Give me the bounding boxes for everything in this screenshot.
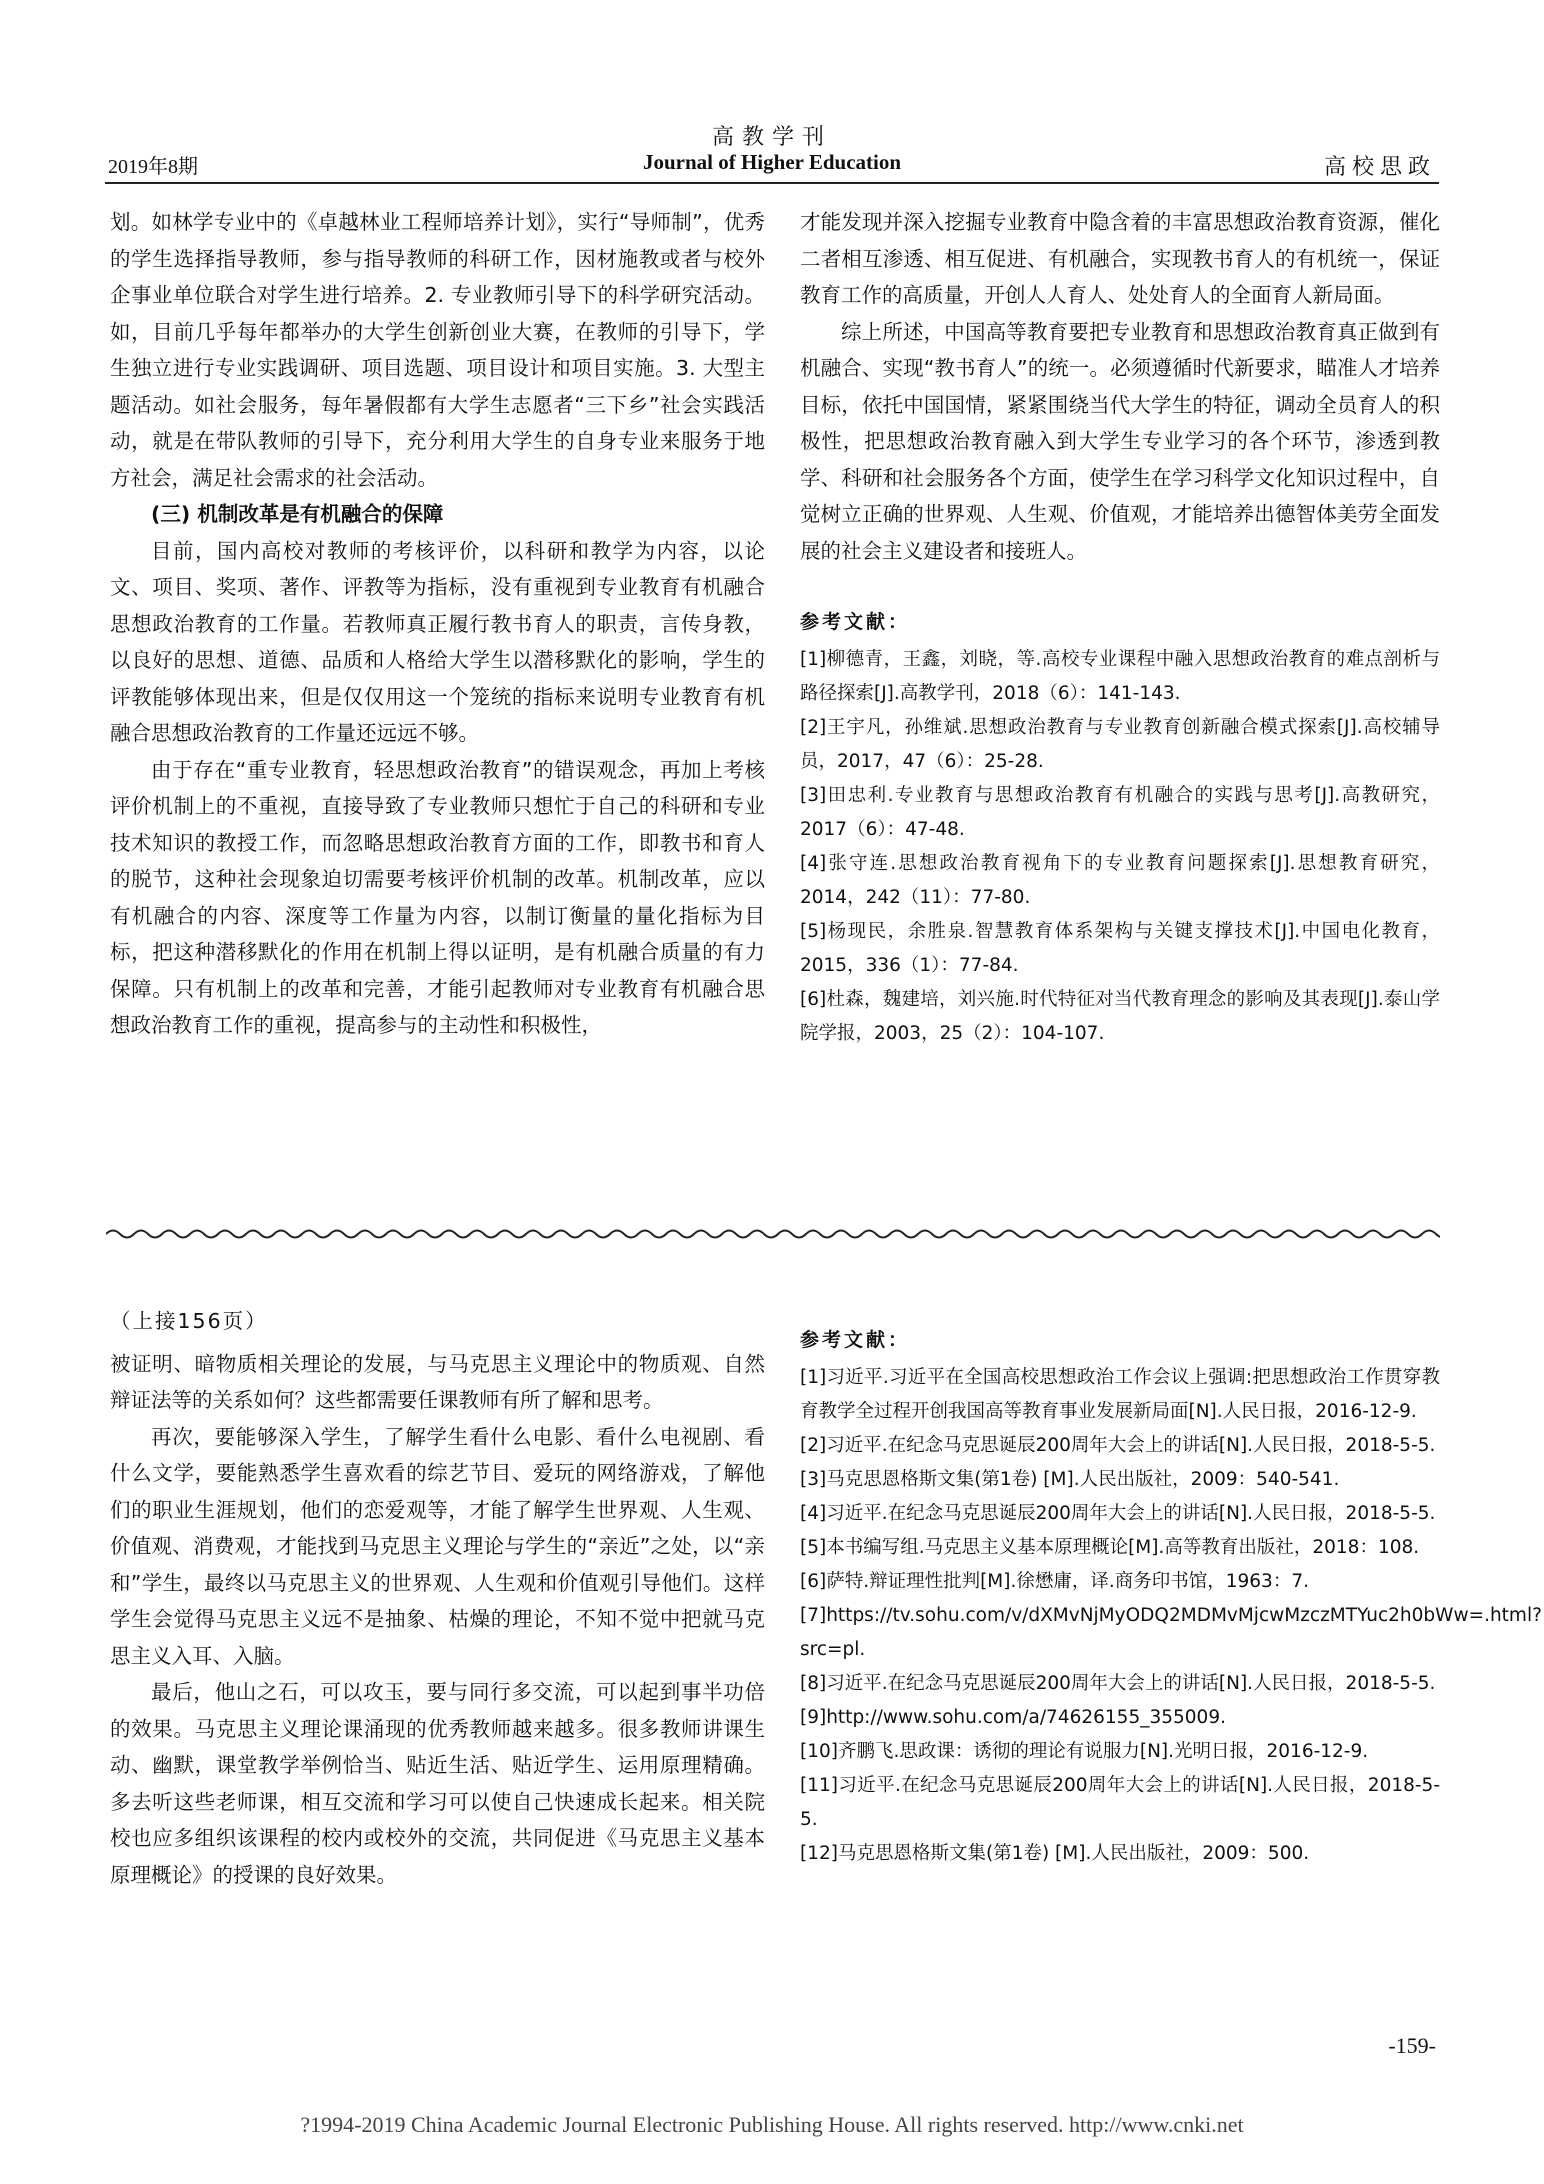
section-label: 高校思政 (1323, 155, 1436, 180)
reference-item: [12]马克思恩格斯文集(第1卷) [M].人民出版社，2009：500. (800, 1843, 1310, 1864)
references-title: 参考文献： (800, 1329, 911, 1351)
journal-title-cn: 高教学刊 (711, 125, 832, 150)
section-heading: (三) 机制改革是有机融合的保障 (151, 502, 444, 526)
copyright-footer: ?1994-2019 China Academic Journal Electronic Publishing House. All rights reserved. http://www.cnki.net (300, 2112, 1244, 2137)
journal-title-en: Journal of Higher Education (642, 150, 902, 174)
top-left-column (110, 204, 765, 1044)
reference-item: [11]习近平.在纪念马克思诞辰200周年大会上的讲话[N].人民日报，2018-5-5. (800, 1775, 1440, 1830)
references (800, 605, 1440, 1051)
bottom-right-column (800, 1323, 1542, 1871)
section-divider (106, 1226, 1440, 1242)
paragraph: 综上所述，中国高等教育要把专业教育和思想政治教育真正做到有机融合、实现“教书育人”的统一。必须遵循时代新要求，瞄准人才培养目标，依托中国国情，紧紧围绕当代大学生的特征，调动全员育人的积极性，把思想政治教育融入到大学生专业学习的各个环节，渗透到教学、科研和社会服务各个方面，使学生在学习科学文化知识过程中，自觉树立正确的世界观、人生观、价值观，才能培养出德智体美劳全面发展的社会主义建设者和接班人。 (800, 319, 1440, 563)
paragraph: 才能发现并深入挖掘专业教育中隐含着的丰富思想政治教育资源，催化二者相互渗透、相互促进、有机融合，实现教书育人的有机统一，保证教育工作的高质量，开创人人育人、处处育人的全面育人新局面。 (800, 210, 1440, 307)
reference-item: [1]柳德青，王鑫，刘晓，等.高校专业课程中融入思想政治教育的难点剖析与路径探索[J].高教学刊，2018（6）：141-143. (800, 649, 1440, 704)
continued-from-label: （上接156页） (110, 1309, 268, 1333)
paragraph: 最后，他山之石，可以攻玉，要与同行多交流，可以起到事半功倍的效果。马克思主义理论课涌现的优秀教师越来越多。很多教师讲课生动、幽默，课堂教学举例恰当、贴近生活、贴近学生、运用原理精确。多去听这些老师课，相互交流和学习可以使自己快速成长起来。相关院校也应多组织该课程的校内或校外的交流，共同促进《马克思主义基本原理概论》的授课的良好效果。 (110, 1680, 765, 1887)
reference-item: [7]https://tv.sohu.com/v/dXMvNjMyODQ2MDMvMjcwMzczMTYuc2h0bWw=.html?src=pl. (800, 1605, 1542, 1660)
bottom-left-column (110, 1303, 765, 1893)
reference-item: [8]习近平.在纪念马克思诞辰200周年大会上的讲话[N].人民日报，2018-5-5. (800, 1673, 1436, 1694)
paragraph: 目前，国内高校对教师的考核评价，以科研和教学为内容，以论文、项目、奖项、著作、评教等为指标，没有重视到专业教育有机融合思想政治教育的工作量。若教师真正履行教书育人的职责，言传身教，以良好的思想、道德、品质和人格给大学生以潜移默化的影响，学生的评教能够体现出来，但是仅仅用这一个笼统的指标来说明专业教育有机融合思想政治教育的工作量还远远不够。 (110, 538, 765, 745)
reference-item: [2]王宇凡，孙维斌.思想政治教育与专业教育创新融合模式探索[J].高校辅导员，2017，47（6）：25-28. (800, 717, 1440, 772)
page-number: -159- (1388, 2033, 1436, 2058)
reference-item: [3]田忠利.专业教育与思想政治教育有机融合的实践与思考[J].高教研究，2017（6）：47-48. (800, 785, 1440, 840)
paragraph: 再次，要能够深入学生，了解学生看什么电影、看什么电视剧、看什么文学，要能熟悉学生喜欢看的综艺节目、爱玩的网络游戏，了解他们的职业生涯规划，他们的恋爱观等，才能了解学生世界观、人生观、价值观、消费观，才能找到马克思主义理论与学生的“亲近”之处，以“亲和”学生，最终以马克思主义的世界观、人生观和价值观引导他们。这样学生会觉得马克思主义远不是抽象、枯燥的理论，不知不觉中把就马克思主义入耳、入脑。 (110, 1424, 765, 1668)
reference-item: [1]习近平.习近平在全国高校思想政治工作会议上强调:把思想政治工作贯穿教育教学全过程开创我国高等教育事业发展新局面[N].人民日报，2016-12-9. (800, 1367, 1440, 1422)
reference-item: [6]杜森，魏建培，刘兴施.时代特征对当代教育理念的影响及其表现[J].泰山学院学报，2003，25（2）：104-107. (800, 989, 1440, 1044)
paragraph: 划。如林学专业中的《卓越林业工程师培养计划》，实行“导师制”，优秀的学生选择指导教师，参与指导教师的科研工作，因材施教或者与校外企事业单位联合对学生进行培养。2. 专业教师引导下的科学研究活动。如，目前几乎每年都举办的大学生创新创业大赛，在教师的引导下，学生独立进行专业实践调研、项目选题、项目设计和项目实施。3. 大型主题活动。如社会服务，每年暑假都有大学生志愿者“三下乡”社会实践活动，就是在带队教师的引导下，充分利用大学生的自身专业来服务于地方社会，满足社会需求的社会活动。 (110, 210, 765, 490)
reference-item: [3]马克思恩格斯文集(第1卷) [M].人民出版社，2009：540-541. (800, 1469, 1340, 1490)
reference-item: [10]齐鹏飞.思政课：诱彻的理论有说服力[N].光明日报，2016-12-9. (800, 1741, 1369, 1762)
paragraph: 由于存在“重专业教育，轻思想政治教育”的错误观念，再加上考核评价机制上的不重视，直接导致了专业教师只想忙于自己的科研和专业技术知识的教授工作，而忽略思想政治教育方面的工作，即教书和育人的脱节，这种社会现象迫切需要考核评价机制的改革。机制改革，应以有机融合的内容、深度等工作量为内容，以制订衡量的量化指标为目标，把这种潜移默化的作用在机制上得以证明，是有机融合质量的有力保障。只有机制上的改革和完善，才能引起教师对专业教育有机融合思想政治教育工作的重视，提高参与的主动性和积极性， (110, 757, 765, 1037)
reference-item: [4]张守连.思想政治教育视角下的专业教育问题探索[J].思想教育研究，2014，242（11）：77-80. (800, 853, 1440, 908)
issue-label: 2019年8期 (108, 156, 198, 178)
top-right-column (800, 204, 1440, 1051)
header-rule (105, 182, 1439, 184)
reference-item: [6]萨特.辩证理性批判[M].徐懋庸，译.商务印书馆，1963：7. (800, 1571, 1309, 1592)
paragraph: 被证明、暗物质相关理论的发展，与马克思主义理论中的物质观、自然辩证法等的关系如何？这些都需要任课教师有所了解和思考。 (110, 1351, 765, 1412)
reference-item: [5]本书编写组.马克思主义基本原理概论[M].高等教育出版社，2018：108. (800, 1537, 1420, 1558)
reference-item: [9]http://www.sohu.com/a/74626155_355009. (800, 1707, 1226, 1728)
references-title: 参考文献： (800, 611, 911, 633)
reference-item: [2]习近平.在纪念马克思诞辰200周年大会上的讲话[N].人民日报，2018-5-5. (800, 1435, 1436, 1456)
reference-item: [4]习近平.在纪念马克思诞辰200周年大会上的讲话[N].人民日报，2018-5-5. (800, 1503, 1436, 1524)
reference-item: [5]杨现民，余胜泉.智慧教育体系架构与关键支撑技术[J].中国电化教育，2015，336（1）：77-84. (800, 921, 1440, 976)
